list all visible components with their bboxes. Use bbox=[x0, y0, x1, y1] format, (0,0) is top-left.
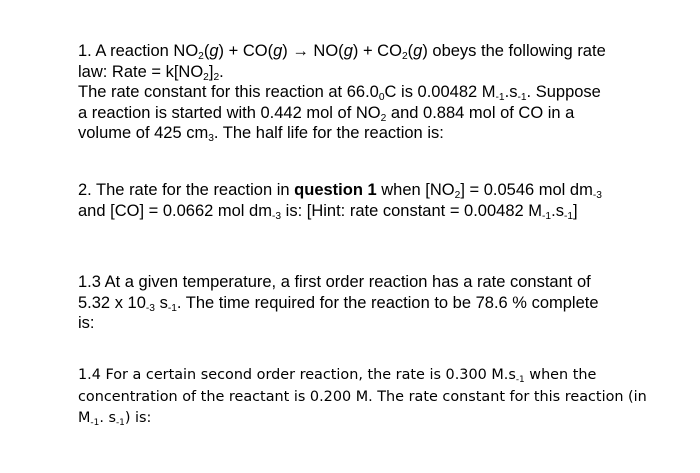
question-1 bbox=[78, 41, 638, 144]
question-1-line-1: 1. A reaction $NO_2(g) + CO(g) \to NO(g) + CO_2(g)$ obeys the following rate bbox=[78, 42, 606, 63]
question-1-3-line-2: 5.32 x $10_{-3}$ $s_{-1}$. The time required for the reaction to be 78.6 % complete bbox=[78, 293, 599, 314]
question-2 bbox=[78, 180, 638, 221]
question-2-line-1: 2. The rate for the reaction in question 1 when $[NO_2] = 0.0546$ mol $dm_{-3}$ bbox=[78, 181, 602, 202]
question-1-line-4: a reaction is started with 0.442 mol of $NO_2$ and 0.884 mol of CO in a bbox=[78, 103, 575, 124]
question-1-4-line-3: $M_{-1}$. $s_{-1}$) is: bbox=[78, 410, 152, 428]
question-1-4 bbox=[78, 365, 647, 430]
question-1-4-line-2: concentration of the reactant is 0.200 M. The rate constant for this reaction (in bbox=[78, 388, 647, 405]
question-1-3-line-1: 1.3 At a given temperature, a first order reaction has a rate constant of bbox=[78, 273, 591, 291]
question-1-3-line-3: is: bbox=[78, 314, 95, 332]
question-1-line-3: The rate constant for this reaction at $66.0_0C$ is 0.00482 $M_{-1}.s_{-1}$. Suppose bbox=[78, 83, 601, 104]
question-1-4-line-1: 1.4 For a certain second order reaction, the rate is 0.300 $M.s_{-1}$ when the bbox=[78, 367, 597, 385]
question-1-line-5: volume of 425 $cm_3$. The half life for the reaction is: bbox=[78, 124, 444, 145]
question-1-line-2: law: Rate = $k[NO_2]_2$. bbox=[78, 62, 224, 83]
question-2-line-2: and [CO] = 0.0662 mol $dm_{-3}$ is: [Hint: rate constant = 0.00482 $M_{-1}.s_{-1}$] bbox=[78, 201, 578, 222]
question-1-3 bbox=[78, 272, 638, 334]
